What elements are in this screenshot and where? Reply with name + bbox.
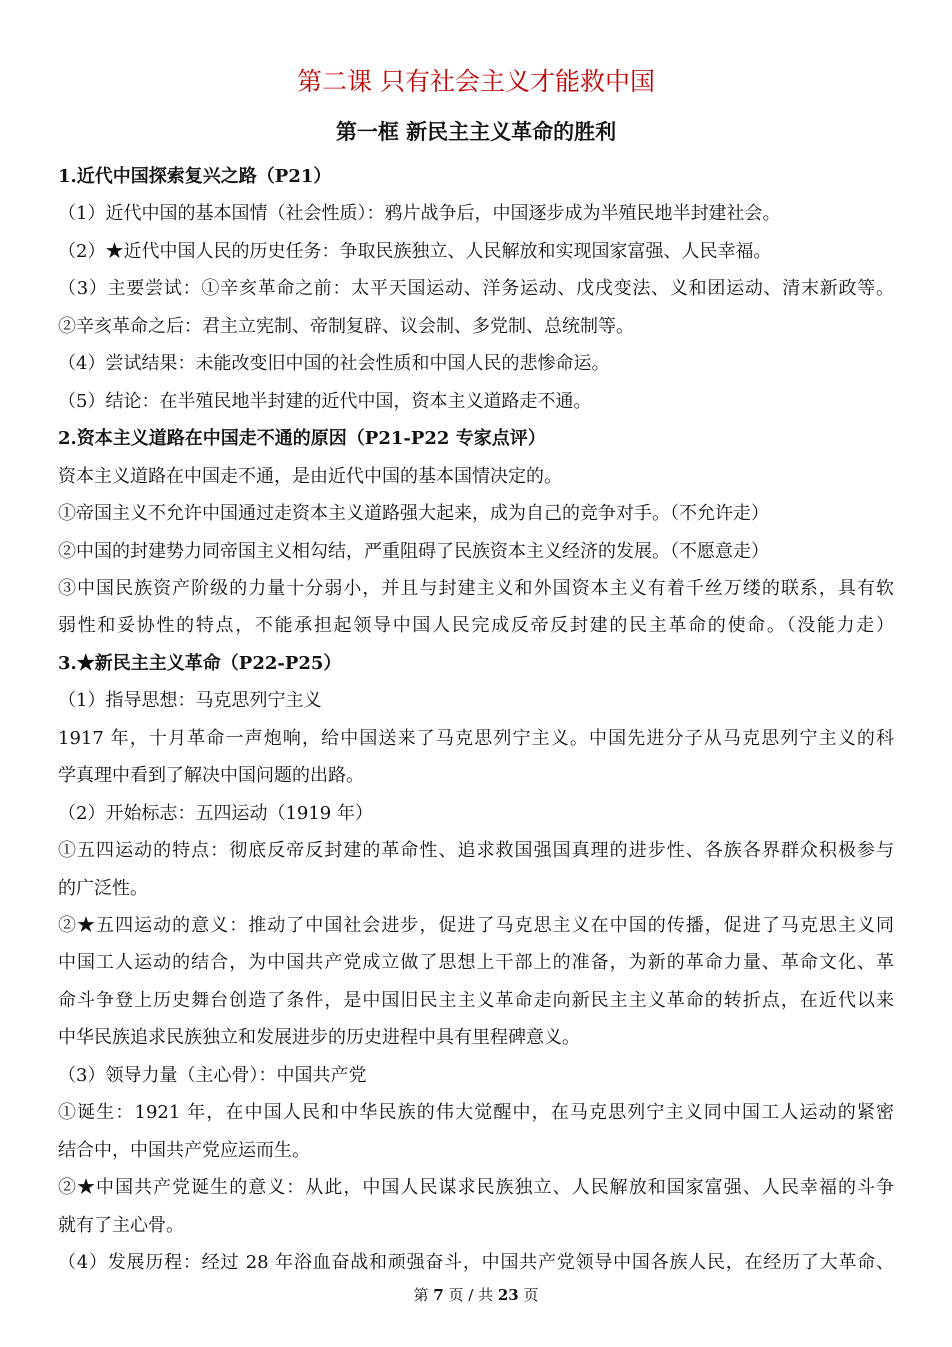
- text-line: （2）★近代中国人民的历史任务：争取民族独立、人民解放和实现国家富强、人民幸福。: [58, 240, 772, 262]
- text-line: ③中国民族资产阶级的力量十分弱小，并且与封建主义和外国资本主义有着千丝万缕的联系，具有软: [58, 577, 894, 599]
- text-line: ②中国的封建势力同帝国主义相勾结，严重阻碍了民族资本主义经济的发展。（不愿意走）: [58, 540, 769, 562]
- text-line: （3）领导力量（主心骨）：中国共产党: [58, 1064, 367, 1086]
- text-line: （5）结论：在半殖民地半封建的近代中国，资本主义道路走不通。: [58, 390, 592, 412]
- text-line: （2）开始标志：五四运动（1919 年）: [58, 802, 373, 824]
- lesson-title: 第二课 只有社会主义才能救中国: [297, 67, 655, 96]
- text-line: 中华民族追求民族独立和发展进步的历史进程中具有里程碑意义。: [58, 1027, 580, 1049]
- page-footer: [0, 1284, 952, 1306]
- section-heading: 3.★新民主主义革命（P22-P25）: [58, 652, 342, 674]
- text-line: （4）尝试结果：未能改变旧中国的社会性质和中国人民的悲惨命运。: [58, 353, 610, 375]
- text-line: 资本主义道路在中国走不通，是由近代中国的基本国情决定的。: [58, 465, 562, 487]
- footer-suffix: 页: [523, 1286, 539, 1304]
- text-line: 的广泛性。: [58, 877, 148, 899]
- footer-middle: 页 / 共: [448, 1286, 494, 1304]
- text-line: ①诞生：1921 年，在中国人民和中华民族的伟大觉醒中，在马克思列宁主义同中国工人运动的紧密: [58, 1102, 894, 1124]
- section-heading: 2.资本主义道路在中国走不通的原因（P21-P22 专家点评）: [58, 428, 546, 450]
- text-line: ①五四运动的特点：彻底反帝反封建的革命性、追求救国强国真理的进步性、各族各界群众积极参与: [58, 840, 894, 862]
- text-line: 中国工人运动的结合，为中国共产党成立做了思想上干部上的准备，为新的革命力量、革命文化、革: [58, 952, 894, 974]
- text-line: （1）近代中国的基本国情（社会性质）：鸦片战争后，中国逐步成为半殖民地半封建社会。: [58, 203, 781, 225]
- text-line: ②★五四运动的意义：推动了中国社会进步，促进了马克思主义在中国的传播，促进了马克思主义同: [58, 915, 894, 936]
- text-line: 1917 年，十月革命一声炮响，给中国送来了马克思列宁主义。中国先进分子从马克思列宁主义的科: [58, 727, 894, 749]
- text-line: ①帝国主义不允许中国通过走资本主义道路强大起来，成为自己的竞争对手。（不允许走）: [58, 503, 769, 525]
- text-line: （1）指导思想：马克思列宁主义: [58, 690, 322, 712]
- text-line: ②★中国共产党诞生的意义：从此，中国人民谋求民族独立、人民解放和国家富强、人民幸福的斗争: [58, 1177, 894, 1199]
- text-line: 命斗争登上历史舞台创造了条件，是中国旧民主主义革命走向新民主主义革命的转折点，在近代以来: [58, 989, 894, 1011]
- section-title: 第一框 新民主主义革命的胜利: [335, 119, 617, 144]
- section-heading: 1.近代中国探索复兴之路（P21）: [58, 166, 332, 187]
- total-pages: 23: [497, 1286, 519, 1304]
- text-line: 弱性和妥协性的特点，不能承担起领导中国人民完成反帝反封建的民主革命的使命。（没能力走）: [58, 615, 894, 637]
- current-page: 7: [433, 1286, 444, 1304]
- text-line: （4）发展历程：经过 28 年浴血奋战和顽强奋斗，中国共产党领导中国各族人民，在经历了大革命、: [58, 1252, 894, 1274]
- text-line: 就有了主心骨。: [58, 1214, 184, 1236]
- text-line: 结合中，中国共产党应运而生。: [58, 1139, 310, 1161]
- text-line: ②辛亥革命之后：君主立宪制、帝制复辟、议会制、多党制、总统制等。: [58, 315, 634, 337]
- text-line: 学真理中看到了解决中国问题的出路。: [58, 765, 364, 787]
- footer-prefix: 第: [413, 1286, 429, 1304]
- text-line: （3）主要尝试：①辛亥革命之前：太平天国运动、洋务运动、戊戌变法、义和团运动、清末新政等。: [58, 278, 894, 300]
